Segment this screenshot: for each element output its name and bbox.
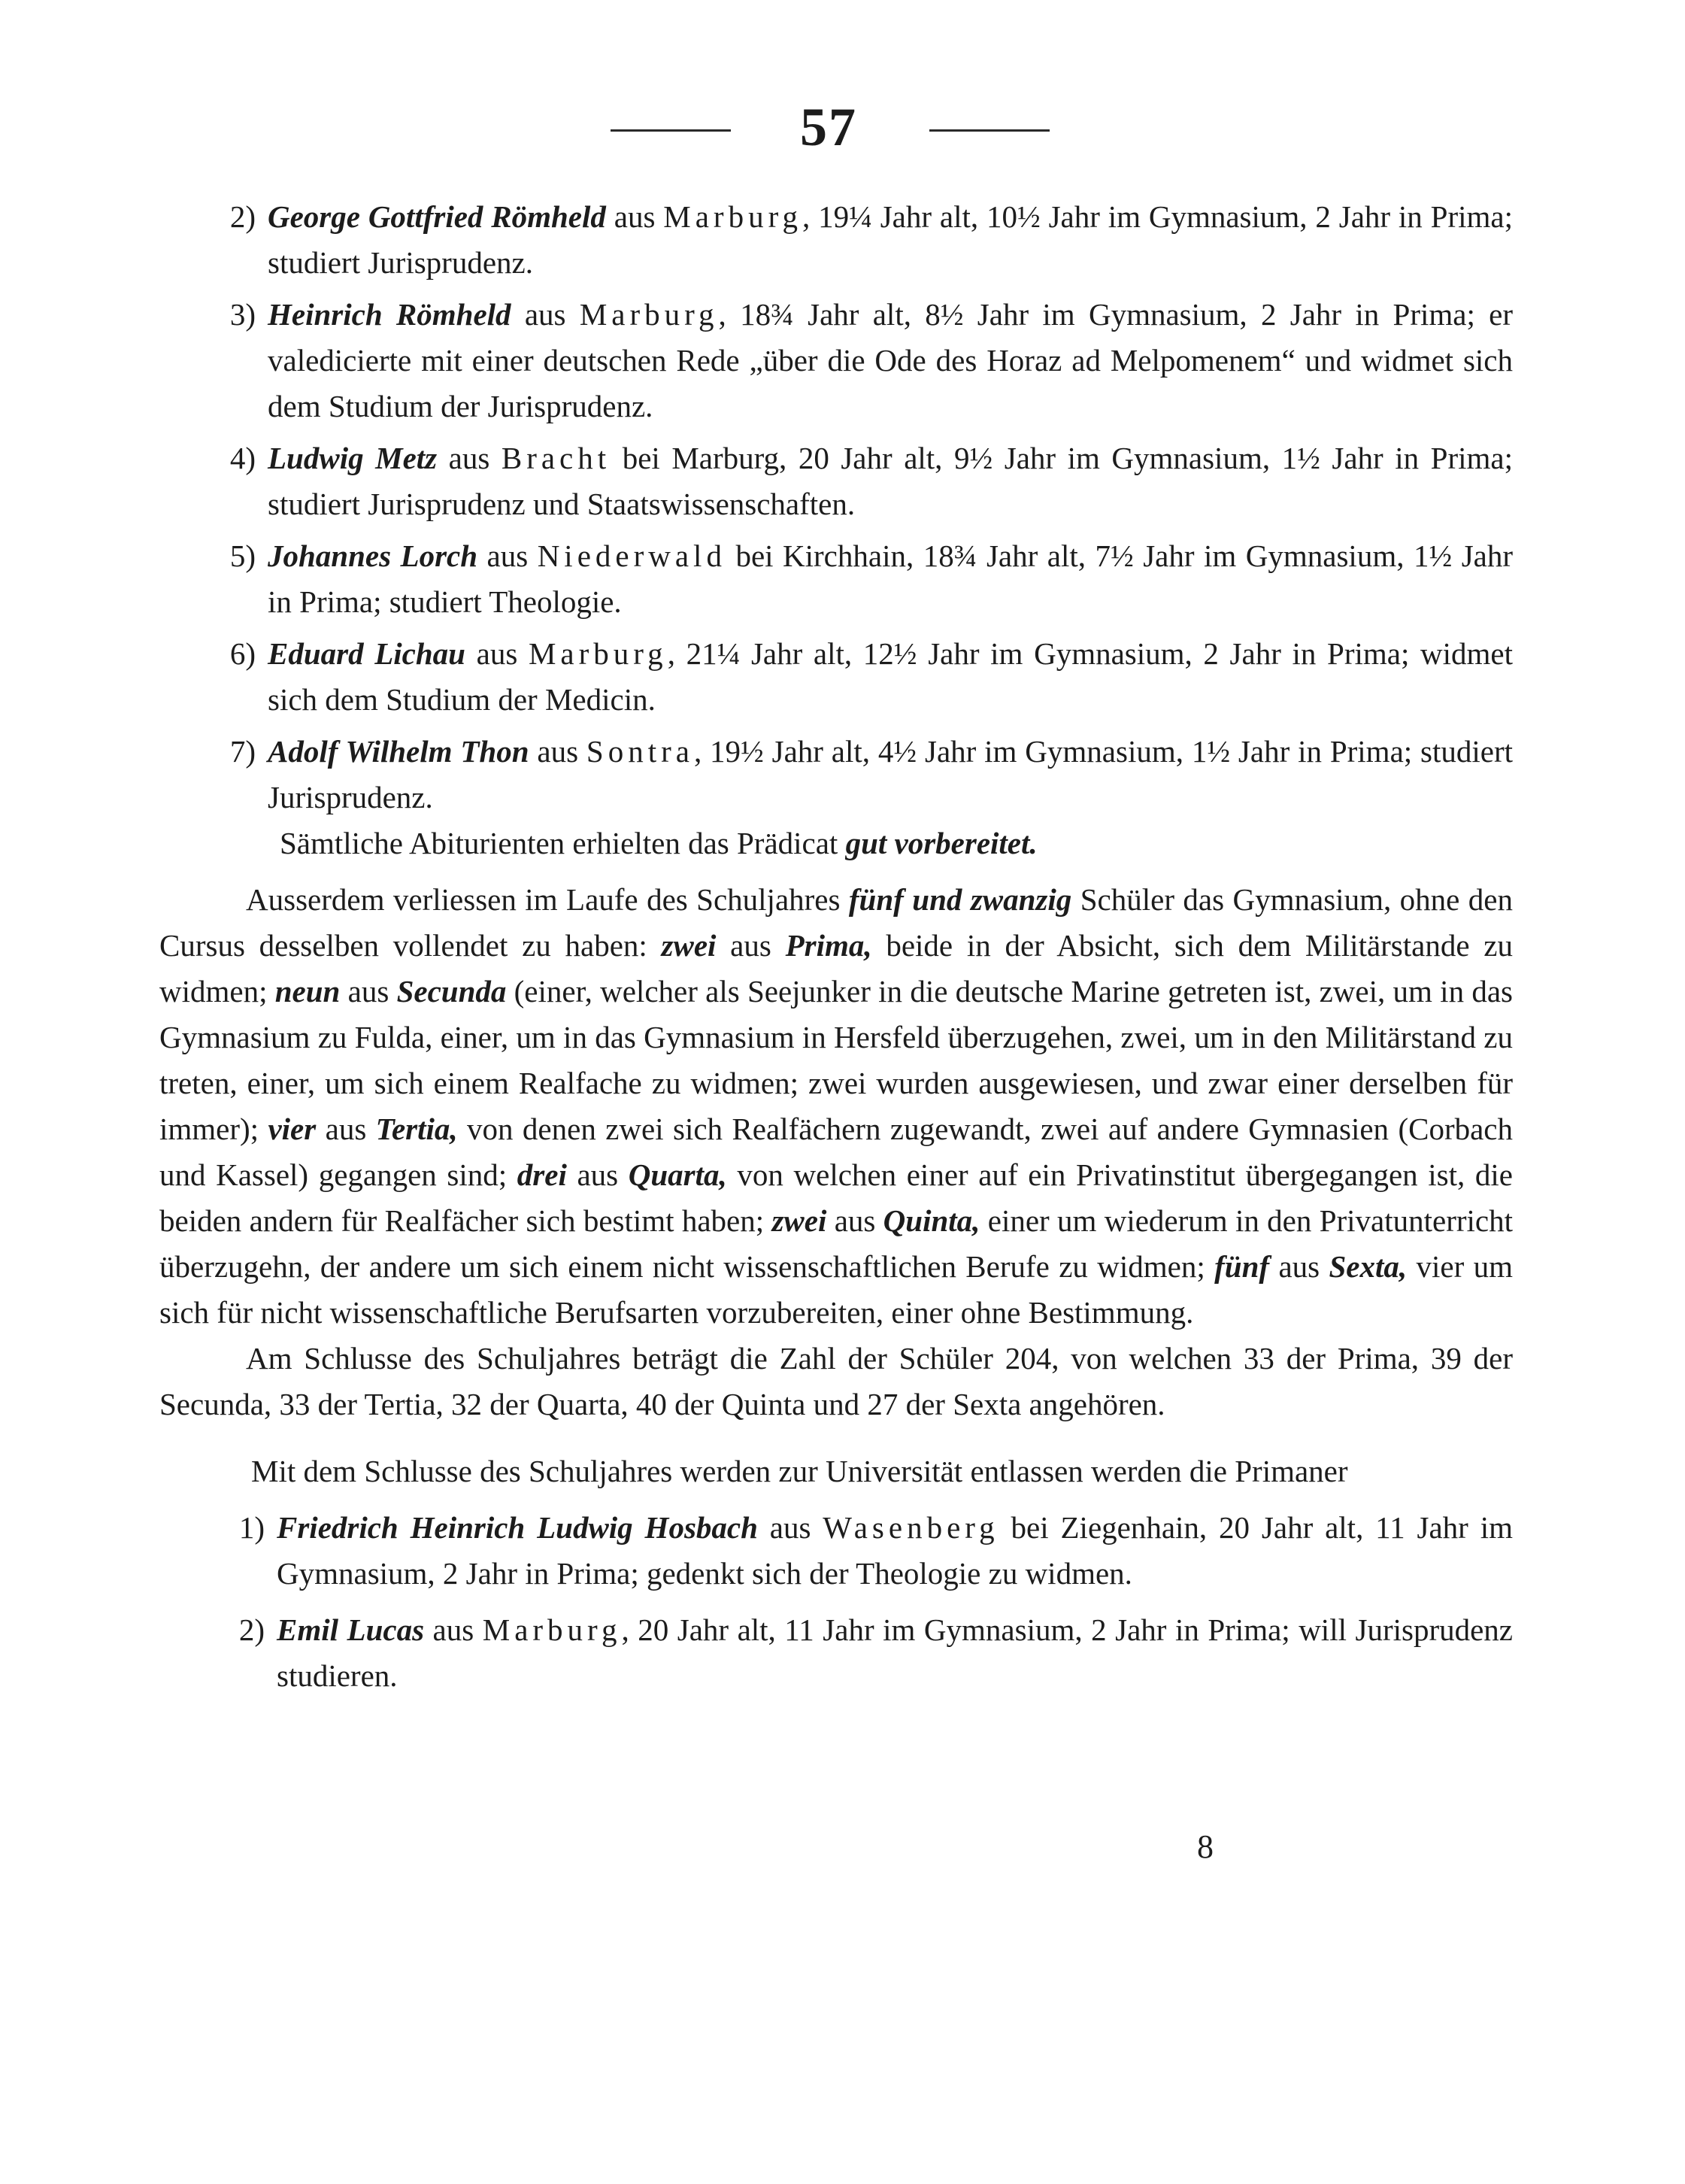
item-number: 5)	[229, 538, 256, 573]
header-rule-left	[611, 129, 731, 132]
item-number: 4)	[229, 441, 256, 475]
summary-line: Sämtliche Abiturienten erhielten das Prädicat gut vorbereitet.	[280, 826, 1038, 860]
list-item: 1) Friedrich Heinrich Ludwig Hosbach aus Wasenberg bei Ziegenhain, 20 Jahr alt, 11 Jahr im Gymnasium, 2 Jahr in Prima; gedenkt sich der Theologie zu widmen.	[159, 1505, 1513, 1597]
student-name: Emil Lucas	[277, 1612, 425, 1647]
hometown: Wasenberg	[823, 1510, 999, 1545]
enrollment-paragraph: Am Schlusse des Schuljahres beträgt die Zahl der Schüler 204, von welchen 33 der Prima, 39 der Secunda, 33 der Tertia, 32 der Quarta, 40 der Quinta und 27 der Sexta angehören.	[159, 1341, 1513, 1421]
item-number: 7)	[229, 734, 256, 769]
student-name: Heinrich Römheld	[268, 297, 511, 332]
list-item: 7) Adolf Wilhelm Thon aus Sontra, 19½ Jahr alt, 4½ Jahr im Gymnasium, 1½ Jahr in Prima; studiert Jurisprudenz.	[159, 729, 1513, 821]
leavers-paragraph: Ausserdem verliessen im Laufe des Schuljahres fünf und zwanzig Schüler das Gymnasium, ohne den Cursus desselben vollendet zu haben: zwei aus Prima, beide in der Absicht, sich dem Militärstande zu widmen; neun aus Secunda (einer, welcher als Seejunker in die deutsche Marine getreten ist, zwei, um in das Gymnasium zu Fulda, einer, um in das Gymnasium in Hersfeld überzugehen, zwei, um in den Militärstand zu treten, einer, um sich einem Realfache zu widmen; zwei wurden ausgewiesen, und zwar einer derselben für immer); vier aus Tertia, von denen zwei sich Realfächern zugewandt, zwei auf andere Gymnasien (Corbach und Kassel) gegangen sind; drei aus Quarta, von welchen einer auf ein Privatinstitut übergegangen ist, die beiden andern für Realfächer sich bestimt haben; zwei aus Quinta, einer um wiederum in den Privatunterricht überzugehn, der andere um sich einem nicht wissenschaftlichen Berufe zu widmen; fünf aus Sexta, vier um sich für nicht wissenschaftliche Berufsarten vorzubereiten, einer ohne Bestimmung.	[159, 882, 1514, 1330]
hometown: Niederwald	[537, 538, 726, 573]
item-number: 2)	[229, 199, 256, 234]
signature-mark: 8	[1197, 1828, 1214, 1865]
hometown: Marburg	[579, 297, 719, 332]
student-name: George Gottfried Römheld	[268, 199, 606, 234]
page-number: 57	[800, 97, 857, 157]
hometown: Bracht	[501, 441, 611, 475]
page-header	[0, 90, 1685, 165]
student-name: Johannes Lorch	[268, 538, 478, 573]
item-number: 6)	[229, 636, 256, 671]
list-item: 2) Emil Lucas aus Marburg, 20 Jahr alt, 11 Jahr im Gymnasium, 2 Jahr in Prima; will Jurisprudenz studieren.	[159, 1607, 1513, 1699]
list-item: 6) Eduard Lichau aus Marburg, 21¼ Jahr alt, 12½ Jahr im Gymnasium, 2 Jahr in Prima; widmet sich dem Studium der Medicin.	[159, 631, 1513, 723]
page-body	[159, 194, 1513, 1699]
hometown: Marburg	[663, 199, 802, 234]
student-name: Friedrich Heinrich Ludwig Hosbach	[277, 1510, 758, 1545]
item-number: 1)	[238, 1510, 265, 1545]
student-name: Eduard Lichau	[268, 636, 465, 671]
graduates-intro: Mit dem Schlusse des Schuljahres werden zur Universität entlassen werden die Primaner	[251, 1454, 1348, 1488]
hometown: Marburg	[528, 636, 668, 671]
item-number: 2)	[238, 1612, 265, 1647]
list-item: 5) Johannes Lorch aus Niederwald bei Kirchhain, 18¾ Jahr alt, 7½ Jahr im Gymnasium, 1½ Jahr in Prima; studiert Theologie.	[159, 533, 1513, 625]
list-item: 2) George Gottfried Römheld aus Marburg, 19¼ Jahr alt, 10½ Jahr im Gymnasium, 2 Jahr in Prima; studiert Jurisprudenz.	[159, 194, 1513, 286]
header-rule-right	[929, 129, 1050, 132]
list-item: 4) Ludwig Metz aus Bracht bei Marburg, 20 Jahr alt, 9½ Jahr im Gymnasium, 1½ Jahr in Prima; studiert Jurisprudenz und Staatswissenschaften.	[159, 435, 1513, 527]
student-name: Ludwig Metz	[268, 441, 438, 475]
grade-text: gut vorbereitet.	[845, 826, 1038, 860]
item-number: 3)	[229, 297, 256, 332]
hometown: Marburg	[482, 1612, 622, 1647]
list-item: 3) Heinrich Römheld aus Marburg, 18¾ Jahr alt, 8½ Jahr im Gymnasium, 2 Jahr in Prima; er valedicierte mit einer deutschen Rede „über die Ode des Horaz ad Melpomenem“ und widmet sich dem Studium der Jurisprudenz.	[159, 292, 1513, 429]
hometown: Sontra	[586, 734, 694, 769]
student-name: Adolf Wilhelm Thon	[268, 734, 529, 769]
